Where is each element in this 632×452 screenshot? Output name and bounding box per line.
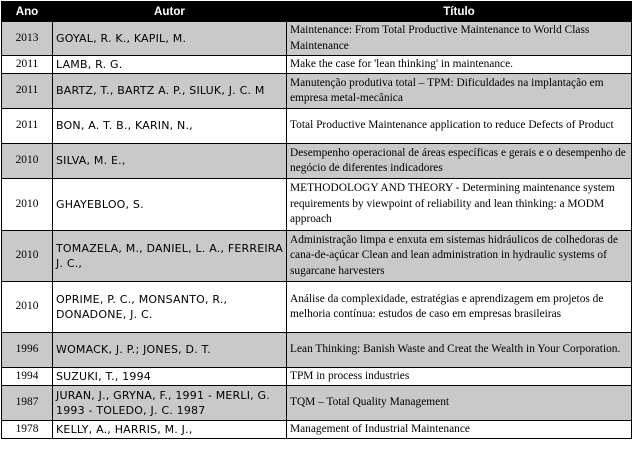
title-cell: Total Productive Maintenance application to reduce Defects of Product	[287, 109, 632, 144]
year-cell: 1978	[2, 421, 53, 439]
author-cell: BON, A. T. B., KARIN, N.,	[53, 109, 287, 144]
author-cell: GOYAL, R. K., KAPIL, M.	[53, 22, 287, 56]
table-row	[2, 144, 632, 179]
year-cell: 2010	[2, 231, 53, 282]
year-cell: 1987	[2, 386, 53, 421]
table-row	[2, 109, 632, 144]
title-cell: TQM – Total Quality Management	[287, 386, 632, 421]
author-cell: KELLY, A., HARRIS, M. J.,	[53, 421, 287, 439]
table-row	[2, 386, 632, 421]
year-cell: 1994	[2, 368, 53, 386]
references-table	[1, 1, 632, 439]
title-cell: Make the case for 'lean thinking' in maintenance.	[287, 56, 632, 74]
title-cell: Manutenção produtiva total – TPM: Dificuldades na implantação em empresa metal-mecânica	[287, 74, 632, 109]
author-cell: GHAYEBLOO, S.	[53, 179, 287, 231]
year-cell: 2010	[2, 282, 53, 333]
title-cell: Análise da complexidade, estratégias e aprendizagem em projetos de melhoria contínua: estudos de caso em empresas brasileiras	[287, 282, 632, 333]
author-cell: JURAN, J., GRYNA, F., 1991 - MERLI, G. 1993 - TOLEDO, J. C. 1987	[53, 386, 287, 421]
title-cell: Maintenance: From Total Productive Maintenance to World Class Maintenance	[287, 22, 632, 56]
table-row	[2, 74, 632, 109]
header-row	[2, 2, 632, 22]
title-cell: METHODOLOGY AND THEORY - Determining maintenance system requirements by viewpoint of reliability and lean thinking: a MODM approach	[287, 179, 632, 231]
author-cell: BARTZ, T., BARTZ A. P., SILUK, J. C. M	[53, 74, 287, 109]
table-row	[2, 421, 632, 439]
table-row	[2, 282, 632, 333]
author-cell: LAMB, R. G.	[53, 56, 287, 74]
references-table-container	[1, 1, 631, 450]
table-row	[2, 22, 632, 56]
year-cell: 2010	[2, 144, 53, 179]
author-cell: TOMAZELA, M., DANIEL, L. A., FERREIRA J. C.,	[53, 231, 287, 282]
table-row	[2, 333, 632, 368]
table-row	[2, 231, 632, 282]
header-year: Ano	[2, 2, 53, 22]
year-cell: 2010	[2, 179, 53, 231]
year-cell: 2011	[2, 56, 53, 74]
table-row	[2, 179, 632, 231]
author-cell: SUZUKI, T., 1994	[53, 368, 287, 386]
title-cell: Management of Industrial Maintenance	[287, 421, 632, 439]
table-row	[2, 368, 632, 386]
title-cell: TPM in process industries	[287, 368, 632, 386]
year-cell: 2011	[2, 74, 53, 109]
table-row	[2, 56, 632, 74]
author-cell: WOMACK, J. P.; JONES, D. T.	[53, 333, 287, 368]
year-cell: 1996	[2, 333, 53, 368]
title-cell: Desempenho operacional de áreas específicas e gerais e o desempenho de negócio de diferentes indicadores	[287, 144, 632, 179]
author-cell: OPRIME, P. C., MONSANTO, R., DONADONE, J. C.	[53, 282, 287, 333]
header-author: Autor	[53, 2, 287, 22]
title-cell: Lean Thinking: Banish Waste and Creat the Wealth in Your Corporation.	[287, 333, 632, 368]
header-title: Título	[287, 2, 632, 22]
title-cell: Administração limpa e enxuta em sistemas hidráulicos de colhedoras de cana-de-açúcar Clean and lean administration in hydraulic systems of sugarcane harvesters	[287, 231, 632, 282]
author-cell: SILVA, M. E.,	[53, 144, 287, 179]
year-cell: 2011	[2, 109, 53, 144]
year-cell: 2013	[2, 22, 53, 56]
